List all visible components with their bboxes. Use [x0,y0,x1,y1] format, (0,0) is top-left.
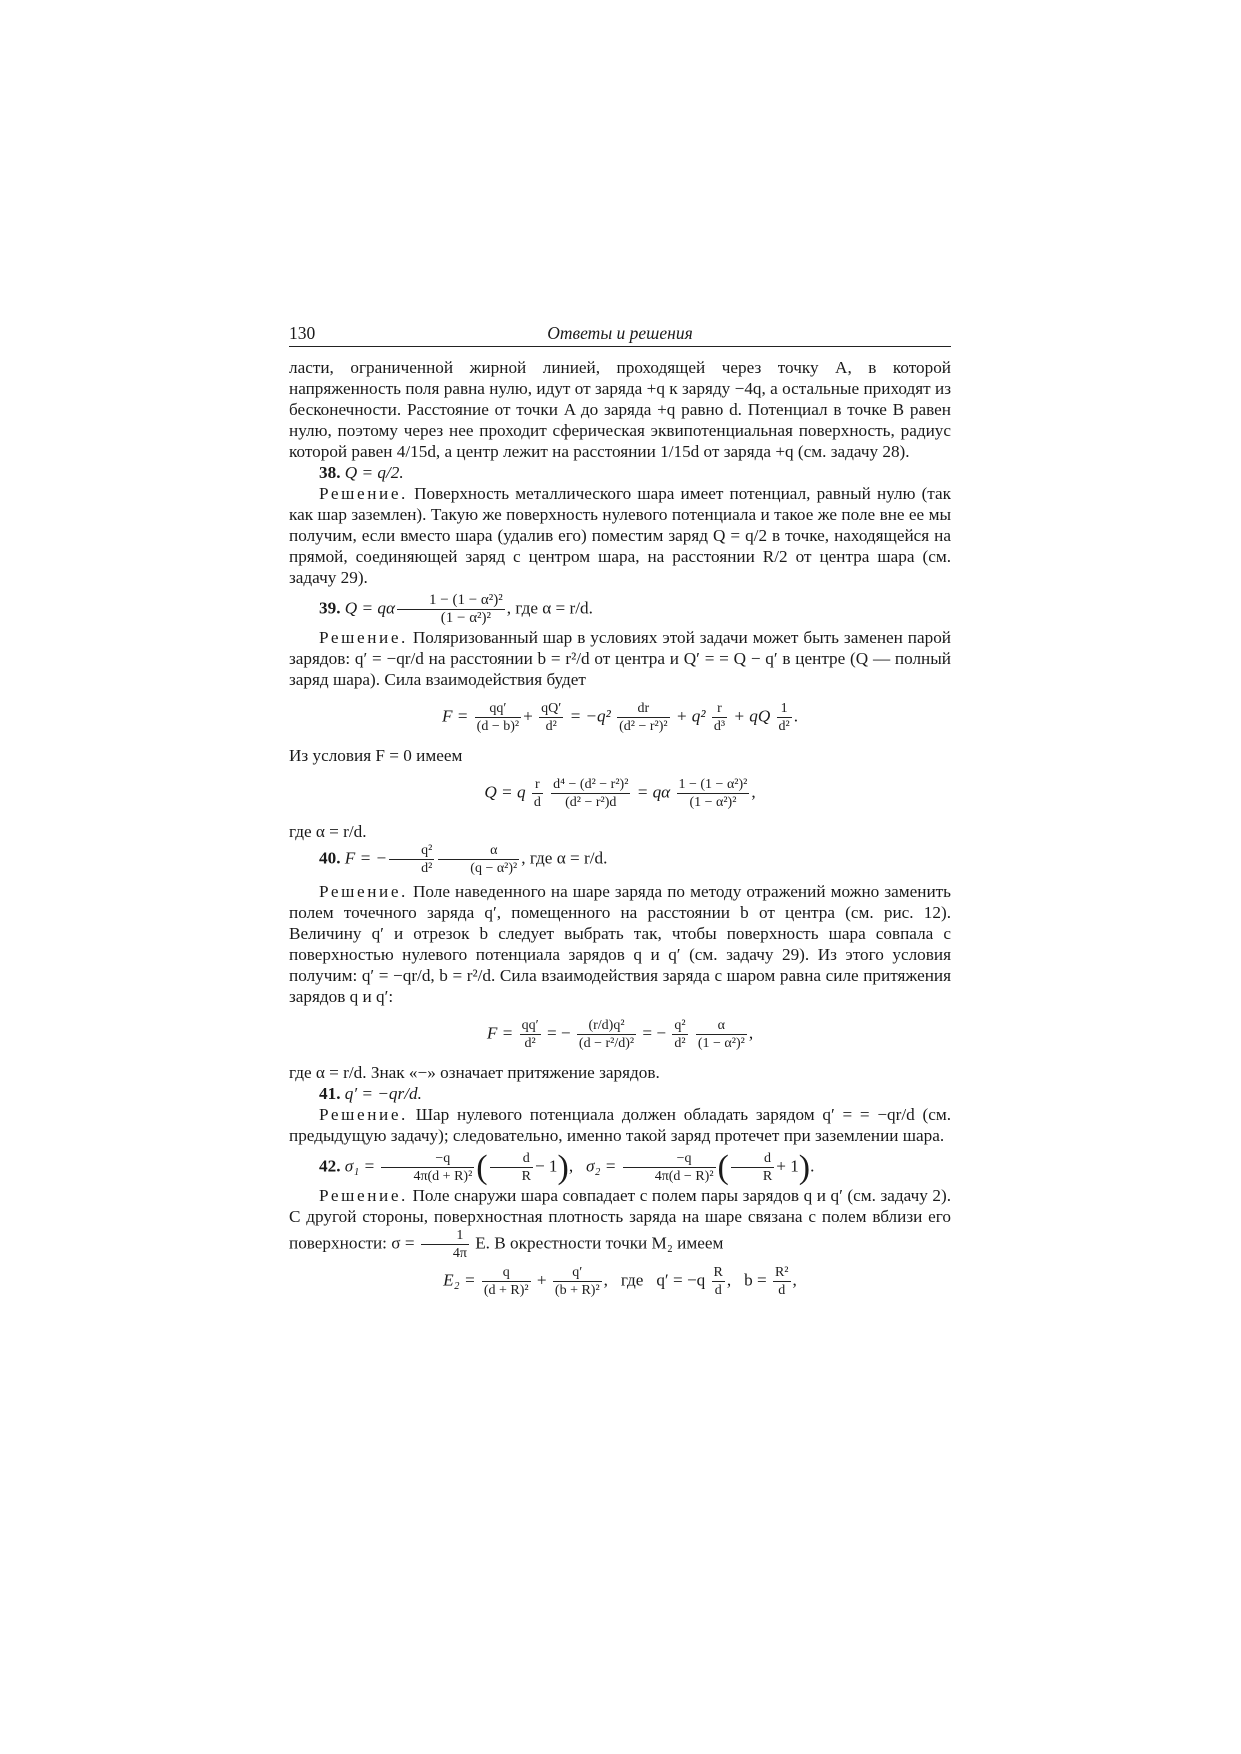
numerator: R² [774,1265,789,1280]
solution-label: Решение. [319,1186,408,1205]
denominator: 4π(d + R)² [413,1169,473,1184]
denominator: (b + R)² [554,1283,600,1298]
solution-text: Поле наведенного на шаре заряда по методу отражений можно заменить полем точечного заряда q′, помещенного на расстоянии b от центра (см. рис. 12). Величину q′ и отрезок b следует выбрать так, чтобы поверхность шара совпала с поверхностью нулевого потенциала зарядов q и q′ (см. задачу 29). Из этого условия получим: q′ = −qr/d, b = r²/d. Сила взаимодействия заряда с шаром равна силе притяжения зарядов q и q′: [289,882,951,1006]
page-number: 130 [289,323,316,343]
solution-text: Шар нулевого потенциала должен обладать зарядом q′ = = −qr/d (см. предыдущую задачу); следовательно, именно такой заряд протечет при заземлении шара. [289,1105,952,1145]
numerator: d [731,1150,774,1168]
where-text: где α = r/d. Знак «−» означает притяжение зарядов. [289,1063,660,1082]
solution-41 [289,1104,951,1146]
eq-fraction [623,1150,716,1185]
numerator: q [482,1264,531,1282]
eq-term: , b = [726,1270,767,1290]
answer-lhs: F = − [344,848,388,868]
denominator: (d − r²/d)² [578,1036,635,1051]
numerator: d⁴ − (d² − r²)² [553,777,629,792]
eq-lhs: F = [486,1023,514,1043]
eq-end: , [751,782,756,802]
equation-force: F = $\frac{qq'}{\text{(d − b)²}}$ + $\frac{qQ'}{\text{d²}}$ = −q² $\frac{dr}{\text{(d² − r²)²}}$ + q² $\frac{r}{\text{d³}}$ + qQ $\frac{1}{\text{d²}}$ . [441,701,799,734]
numerator: 1 [421,1227,469,1245]
eq-fraction [482,1264,531,1299]
denominator: d [533,795,541,810]
eq-lhs: E₂ = [443,1270,476,1290]
denominator: (q − α²)² [470,861,518,876]
denominator: d² [524,1036,536,1051]
denominator: d [714,1283,722,1298]
eq-term: σ₁ = [344,1156,376,1176]
numerator: −q [381,1150,474,1168]
answer-42 [289,1150,951,1185]
equation-charge [289,776,951,811]
answer-41 [289,1083,951,1104]
denominator: d² [674,1036,686,1051]
denominator: d² [778,719,790,734]
numerator: r [712,700,727,718]
eq-fraction [577,1017,636,1052]
equation-field [289,1264,951,1299]
eq-term: = −q² [569,706,611,726]
solution-text: Поверхность металлического шара имеет потенциал, равный нулю (так как шар заземлен). Такую же поверхность нулевого потенциала и такое же поле вне ее мы получим, если вместо шара (удалив его) поместим заряд Q = q/2 в точке, находящейся на прямой, соединяющей заряд с центром шара, на расстоянии R/2 от центра шара (см. задачу 29). [289,484,951,587]
solution-label: Решение. [319,484,408,503]
answer-38 [289,462,951,483]
eq-fraction [777,700,792,735]
denominator: (d² − r²)d [565,795,617,810]
answer-tail: , где α = r/d. [506,598,593,618]
eq-term: = − [546,1023,571,1043]
eq-fraction [490,1150,533,1185]
eq-fraction [696,1017,747,1052]
denominator: (1 − α²)² [697,1036,745,1051]
paren-open: ( [476,1149,488,1186]
eq-term: = − [642,1023,667,1043]
eq-lhs: Q = q [484,782,526,802]
eq-fraction [381,1150,474,1185]
numerator: d [490,1150,533,1168]
denominator: R [762,1169,773,1184]
eq-fraction [551,776,630,811]
eq-fraction [532,776,543,811]
equation-attraction [289,1017,951,1052]
fraction-numerator: 1 − (1 − α²)² [397,592,505,610]
denominator: 4π(d − R)² [654,1169,714,1184]
numerator: dr [617,700,669,718]
eq-lhs: F = [441,706,469,726]
denominator: d² [545,719,557,734]
denominator: (1 − α²)² [689,795,737,810]
eq-fraction [677,776,750,811]
denominator: d² [421,861,433,876]
answer-number: 38. [319,463,341,482]
answer-lhs: Q = qα [344,598,396,618]
eq-fraction [539,700,563,735]
paragraph-continuation: ласти, ограниченной жирной линией, проходящей через точку A, в которой напряженность поля равна нулю, идут от заряда +q к заряду −4q, а остальные приходят из бесконечности. Расстояние от точки A до заряда +q равно d. Потенциал в точке B равен нулю, поэтому через нее проходит сферическая эквипотенциальная поверхность, радиус которой равен 4/15d, а центр лежит на расстоянии 1/15d от заряда +q (см. задачу 28). [289,358,951,461]
answer-number: 40. [319,848,341,868]
answer-number: 41. [319,1084,341,1103]
eq-term: + 1 [776,1156,799,1176]
numerator: (r/d)q² [577,1017,636,1035]
paren-close: ) [557,1149,569,1186]
numerator: qq′ [475,700,521,718]
solution-40 [289,881,951,1007]
answer-fraction [389,842,434,877]
inline-fraction [421,1227,469,1262]
denominator: (d + R)² [483,1283,529,1298]
answer-number: 42. [319,1156,341,1176]
eq-fraction [731,1150,774,1185]
answer-tail: , где α = r/d. [521,848,608,868]
solution-text: Поле снаружи шара совпадает с полем пары зарядов q и q′ (см. задачу 2). С другой стороны, поверхностная плотность заряда на шаре связана с полем вблизи его поверхности: σ = [289,1186,951,1253]
numerator: q² [389,842,434,860]
answer-fraction [438,842,519,877]
answer-formula: q′ = −qr/d. [344,1084,422,1103]
eq-fraction [773,1264,791,1299]
eq-end: . [793,706,799,726]
numerator: qq′ [521,1018,539,1033]
solution-text-cont: E. В окрестности точки M₂ имеем [475,1233,724,1253]
eq-end: , [748,1023,754,1043]
denominator: R [521,1169,531,1184]
eq-fraction [617,700,669,735]
numerator: α [438,842,519,860]
numerator: 1 [777,700,792,718]
answer-39 [289,592,951,627]
denominator: (d² − r²)² [619,719,668,734]
solution-42 [289,1185,951,1262]
paren-open: ( [717,1149,729,1186]
numerator: 1 − (1 − α²)² [678,777,748,792]
answer-formula: Q = q/2. [344,463,404,482]
eq-term: − 1 [534,1156,558,1176]
denominator: 4π [452,1246,467,1261]
eq-fraction [520,1017,541,1052]
eq-term: + [536,1270,547,1290]
numerator: q² [674,1018,686,1033]
numerator: r [532,776,543,794]
solution-label: Решение. [319,1105,408,1124]
denominator: d [778,1283,786,1298]
eq-fraction [553,1264,602,1299]
eq-term: = qα [636,782,671,802]
denominator: d³ [713,719,726,734]
answer-40 [289,842,951,877]
where-text: где α = r/d. [289,822,367,841]
numerator: −q [623,1150,716,1168]
eq-sep: , [568,1156,574,1176]
answer-fraction [397,592,505,627]
numerator: q′ [553,1264,602,1282]
numerator: qQ′ [541,701,562,716]
answer-number: 39. [319,598,341,618]
eq-term: + qQ [733,706,771,726]
eq-end: , [792,1270,797,1290]
eq-fraction [712,700,727,735]
solution-label: Решение. [319,628,408,647]
running-head: Ответы и решения [547,323,693,343]
solution-text: Поляризованный шар в условиях этой задачи может быть заменен парой зарядов: q′ = −qr/d на расстоянии b = r²/d от центра и Q′ = = Q − q′ в центре (Q — полный заряд шара). Сила взаимодействия будет [289,628,952,689]
fraction-denominator: (1 − α²)² [440,610,492,626]
paren-close: ) [798,1149,811,1186]
condition-text: Из условия F = 0 имеем [289,746,463,765]
eq-fraction [475,700,521,735]
numerator: R [713,1265,723,1280]
solution-38 [289,483,951,588]
eq-term: + q² [675,706,706,726]
numerator: α [696,1017,747,1035]
solution-39 [289,627,951,690]
eq-where: , где q′ = −q [603,1270,706,1290]
solution-label: Решение. [319,882,408,901]
eq-end: . [810,1156,815,1176]
book-page [289,322,951,1309]
denominator: (d − b)² [476,719,520,734]
eq-term: σ₂ = [586,1156,617,1176]
eq-fraction [672,1017,687,1052]
eq-fraction [712,1264,725,1299]
page-header [289,322,951,347]
